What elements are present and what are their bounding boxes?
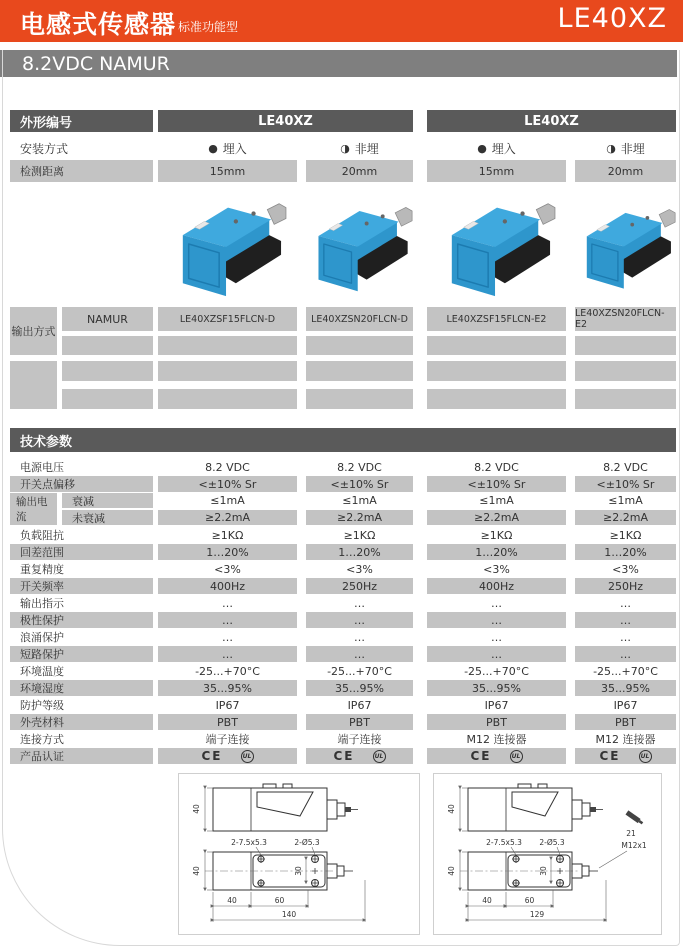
- page-title: 电感式传感器: [20, 10, 177, 39]
- distance-cell: 15mm: [158, 160, 297, 182]
- technical-parameters: [10, 428, 676, 765]
- dim-label: 40: [447, 804, 456, 814]
- dim-label: 40: [482, 896, 492, 905]
- tech-value-cell: ≤1mA: [210, 494, 245, 507]
- shape-code-header: 外形编号: [10, 110, 153, 132]
- tech-row: [10, 476, 676, 491]
- ul-mark-icon: UL: [241, 750, 254, 763]
- dim-label: 40: [192, 866, 201, 876]
- tech-row: [10, 578, 676, 593]
- tech-row-label: 输出电流: [10, 493, 57, 525]
- tech-row-label: 回差范围: [10, 544, 153, 560]
- tech-value-cell: ≥1KΩ: [211, 528, 244, 542]
- empty-cell: [158, 361, 297, 381]
- empty-cell: [62, 336, 153, 355]
- tech-row-group: [10, 493, 676, 525]
- tech-value-cell: PBT: [575, 714, 676, 730]
- install-cell-text: 埋入: [222, 141, 247, 156]
- tech-value-cell: M12 连接器: [595, 733, 656, 746]
- tech-value-cell: ≤1mA: [342, 494, 377, 507]
- header-band: [0, 0, 683, 42]
- tech-value-cell: 端子连接: [205, 733, 250, 746]
- tech-value-cell: 1…20%: [158, 544, 297, 560]
- ce-mark-icon: CE: [470, 749, 492, 763]
- certification-cell: [306, 748, 413, 764]
- tech-value-cell: <±10% Sr: [158, 476, 297, 492]
- install-row-label: 安装方式: [20, 141, 69, 156]
- thread-label: M12x1: [621, 841, 647, 850]
- tech-row-label: 环境温度: [20, 665, 64, 678]
- tech-value-cell: -25...+70°C: [195, 664, 260, 678]
- model-number-cell: LE40XZSF15FLCN-D: [158, 307, 297, 331]
- sensing-distance-row: [10, 160, 676, 182]
- product-photo-icon: [575, 188, 676, 300]
- empty-cell: [306, 389, 413, 409]
- tech-row-label: 防护等级: [20, 699, 64, 712]
- dim-label: 2-7.5x5.3: [486, 838, 522, 847]
- dim-label: 2-Ø5.3: [539, 838, 565, 847]
- selection-table: [10, 110, 676, 409]
- tech-value-cell: ≥1KΩ: [609, 528, 642, 542]
- empty-cell: [575, 336, 676, 355]
- empty-cell: [158, 336, 297, 355]
- dimension-drawing-left: [178, 773, 420, 935]
- tech-row: [10, 680, 676, 695]
- tech-value-cell: …: [427, 612, 566, 628]
- tech-value-cell: 35...95%: [427, 680, 566, 696]
- tech-value-cell: …: [491, 630, 502, 644]
- distance-cell: 20mm: [306, 160, 413, 182]
- tech-value-cell: 35...95%: [158, 680, 297, 696]
- tech-value-cell: 1…20%: [306, 544, 413, 560]
- tech-value-cell: …: [427, 646, 566, 662]
- tech-row-label: 连接方式: [20, 733, 64, 746]
- output-mode-label: 输出方式: [10, 307, 57, 355]
- tech-value-cell: IP67: [484, 698, 509, 712]
- product-photo-icon: [438, 188, 556, 300]
- tech-value-cell: …: [306, 612, 413, 628]
- tech-row-label: 浪涌保护: [20, 631, 64, 644]
- tech-value-cell: …: [306, 646, 413, 662]
- variant-label: 8.2VDC NAMUR: [22, 52, 170, 75]
- tech-row: [10, 748, 676, 763]
- dim-label: 40: [447, 866, 456, 876]
- tech-value-cell: ≥2.2mA: [306, 510, 413, 525]
- dim-label: 129: [529, 910, 545, 919]
- tech-value-cell: ≥1KΩ: [343, 528, 376, 542]
- tech-value-cell: -25...+70°C: [327, 664, 392, 678]
- tech-value-cell: …: [354, 596, 365, 610]
- ce-mark-icon: CE: [599, 749, 621, 763]
- install-cell-text: 非埋: [620, 141, 645, 156]
- flush-mount-icon: ●: [477, 141, 487, 155]
- tech-value-cell: …: [620, 630, 631, 644]
- tech-value-cell: ≤1mA: [608, 494, 643, 507]
- dim-label: 140: [281, 910, 297, 919]
- tech-row-label: 短路保护: [10, 646, 153, 662]
- tech-value-cell: 400Hz: [427, 578, 566, 594]
- tech-value-cell: PBT: [306, 714, 413, 730]
- ul-mark-icon: UL: [510, 750, 523, 763]
- product-photo: [427, 184, 566, 304]
- output-mode-group: [10, 307, 676, 355]
- empty-label-cell: [10, 361, 57, 409]
- tech-row-label: 负载阻抗: [20, 529, 64, 542]
- install-cell: [427, 137, 566, 159]
- tech-row-label: 电源电压: [20, 461, 64, 474]
- tech-value-cell: ≤1mA: [479, 494, 514, 507]
- tech-value-cell: 400Hz: [158, 578, 297, 594]
- tech-value-cell: 1…20%: [427, 544, 566, 560]
- tech-row: [10, 629, 676, 644]
- dim-label: 40: [192, 804, 201, 814]
- install-cell: [306, 137, 413, 159]
- tech-value-cell: ≥1KΩ: [480, 528, 513, 542]
- tech-value-cell: <3%: [612, 562, 639, 576]
- dim-label: 60: [274, 896, 285, 905]
- tech-row: [10, 663, 676, 678]
- tech-value-cell: <3%: [214, 562, 241, 576]
- tech-row: [10, 527, 676, 542]
- empty-cell: [427, 336, 566, 355]
- flush-mount-icon: ●: [208, 141, 218, 155]
- model-number-cell: LE40XZSN20FLCN-D: [306, 307, 413, 331]
- tech-value-cell: 35...95%: [306, 680, 413, 696]
- series-header-left: LE40XZ: [158, 110, 413, 132]
- tech-row: [10, 697, 676, 712]
- dim-label: 40: [227, 896, 237, 905]
- empty-cell: [306, 336, 413, 355]
- certification-cell: [575, 748, 676, 764]
- tech-row: [10, 544, 676, 559]
- product-photo: [158, 184, 297, 304]
- tech-row: [10, 459, 676, 474]
- tech-value-cell: 1…20%: [575, 544, 676, 560]
- certification-cell: [427, 748, 566, 764]
- tech-value-cell: …: [491, 596, 502, 610]
- tech-row-label: 产品认证: [10, 748, 153, 764]
- product-photo: [575, 184, 676, 304]
- tech-row: [10, 714, 676, 729]
- empty-cell: [427, 389, 566, 409]
- technical-parameters-rows: [10, 459, 676, 763]
- output-type-label: NAMUR: [62, 307, 153, 331]
- tech-value-cell: M12 连接器: [466, 733, 527, 746]
- tech-value-cell: …: [158, 612, 297, 628]
- empty-cell: [158, 389, 297, 409]
- empty-cell: [427, 361, 566, 381]
- non-flush-mount-icon: ◑: [606, 141, 616, 155]
- tech-value-cell: 8.2 VDC: [205, 460, 250, 474]
- tech-value-cell: IP67: [215, 698, 240, 712]
- install-cell-text: 非埋: [354, 141, 379, 156]
- tech-value-cell: IP67: [613, 698, 638, 712]
- tech-row-label: 输出指示: [20, 597, 64, 610]
- tech-value-cell: …: [620, 596, 631, 610]
- tech-value-cell: 250Hz: [306, 578, 413, 594]
- tech-value-cell: …: [354, 630, 365, 644]
- ul-mark-icon: UL: [373, 750, 386, 763]
- tech-value-cell: 8.2 VDC: [337, 460, 382, 474]
- non-flush-mount-icon: ◑: [340, 141, 350, 155]
- tech-value-cell: ≥2.2mA: [575, 510, 676, 525]
- tech-value-cell: <3%: [483, 562, 510, 576]
- tech-value-cell: ≥2.2mA: [427, 510, 566, 525]
- tech-value-cell: 8.2 VDC: [474, 460, 519, 474]
- product-photo-icon: [169, 188, 287, 300]
- distance-cell: 20mm: [575, 160, 676, 182]
- tech-value-cell: …: [158, 646, 297, 662]
- ce-mark-icon: CE: [333, 749, 355, 763]
- tech-value-cell: 250Hz: [575, 578, 676, 594]
- tech-row-sublabel: 未衰减: [62, 510, 153, 525]
- dimension-drawing-right: [433, 773, 662, 935]
- tech-value-cell: <3%: [346, 562, 373, 576]
- tech-row-sublabel: 衰减: [62, 493, 153, 508]
- tech-value-cell: ≥2.2mA: [158, 510, 297, 525]
- dim-label: 60: [524, 896, 535, 905]
- tech-row-label: 环境湿度: [10, 680, 153, 696]
- empty-cell: [62, 389, 153, 409]
- selection-header-row: [10, 110, 676, 132]
- tech-value-cell: …: [575, 612, 676, 628]
- empty-cell: [62, 361, 153, 381]
- tech-value-cell: PBT: [427, 714, 566, 730]
- technical-parameters-header: [10, 428, 676, 452]
- model-number-cell: LE40XZSF15FLCN-E2: [427, 307, 566, 331]
- install-cell-text: 埋入: [491, 141, 516, 156]
- empty-cell: [575, 389, 676, 409]
- model-number-cell: LE40XZSN20FLCN-E2: [575, 307, 676, 331]
- model-number: LE40XZ: [557, 3, 667, 34]
- install-cell: [575, 137, 676, 159]
- tech-row-label: 外壳材料: [10, 714, 153, 730]
- tech-value-cell: 35...95%: [575, 680, 676, 696]
- tech-value-cell: -25...+70°C: [464, 664, 529, 678]
- install-cell: [158, 137, 297, 159]
- ce-mark-icon: CE: [201, 749, 223, 763]
- distance-cell: 15mm: [427, 160, 566, 182]
- product-photo: [306, 184, 413, 304]
- tech-value-cell: PBT: [158, 714, 297, 730]
- tech-row-label: 极性保护: [10, 612, 153, 628]
- empty-cell: [575, 361, 676, 381]
- tech-row: [10, 646, 676, 661]
- tech-row: [10, 561, 676, 576]
- output-mode-group-extra: [10, 361, 676, 409]
- install-mode-row: [10, 137, 676, 159]
- distance-row-label: 检测距离: [10, 160, 153, 182]
- tech-value-cell: …: [222, 596, 233, 610]
- tech-value-cell: <±10% Sr: [575, 476, 676, 492]
- tech-value-cell: IP67: [347, 698, 372, 712]
- tech-value-cell: 8.2 VDC: [603, 460, 648, 474]
- dim-label: 2-7.5x5.3: [231, 838, 267, 847]
- tech-row-label: 开关频率: [10, 578, 153, 594]
- certification-cell: [158, 748, 297, 764]
- ul-mark-icon: UL: [639, 750, 652, 763]
- tech-value-cell: …: [222, 630, 233, 644]
- tech-value-cell: <±10% Sr: [306, 476, 413, 492]
- page-subtitle: 标准功能型: [178, 20, 239, 34]
- tech-value-cell: …: [575, 646, 676, 662]
- tech-value-cell: <±10% Sr: [427, 476, 566, 492]
- tech-value-cell: -25...+70°C: [593, 664, 658, 678]
- tech-row-label: 开关点偏移: [10, 476, 153, 492]
- dim-label: 21: [626, 829, 636, 838]
- tech-row-label: 重复精度: [20, 563, 64, 576]
- tech-row: [10, 612, 676, 627]
- tech-value-cell: 端子连接: [337, 733, 382, 746]
- product-photo-row: [10, 184, 676, 304]
- dim-label: 2-Ø5.3: [294, 838, 320, 847]
- technical-parameters-title: 技术参数: [20, 434, 73, 450]
- dim-label: 30: [539, 866, 548, 876]
- tech-row: [10, 595, 676, 610]
- tech-row: [10, 731, 676, 746]
- dim-label: 30: [294, 866, 303, 876]
- product-photo-icon: [306, 188, 413, 300]
- empty-cell: [306, 361, 413, 381]
- series-header-right: LE40XZ: [427, 110, 676, 132]
